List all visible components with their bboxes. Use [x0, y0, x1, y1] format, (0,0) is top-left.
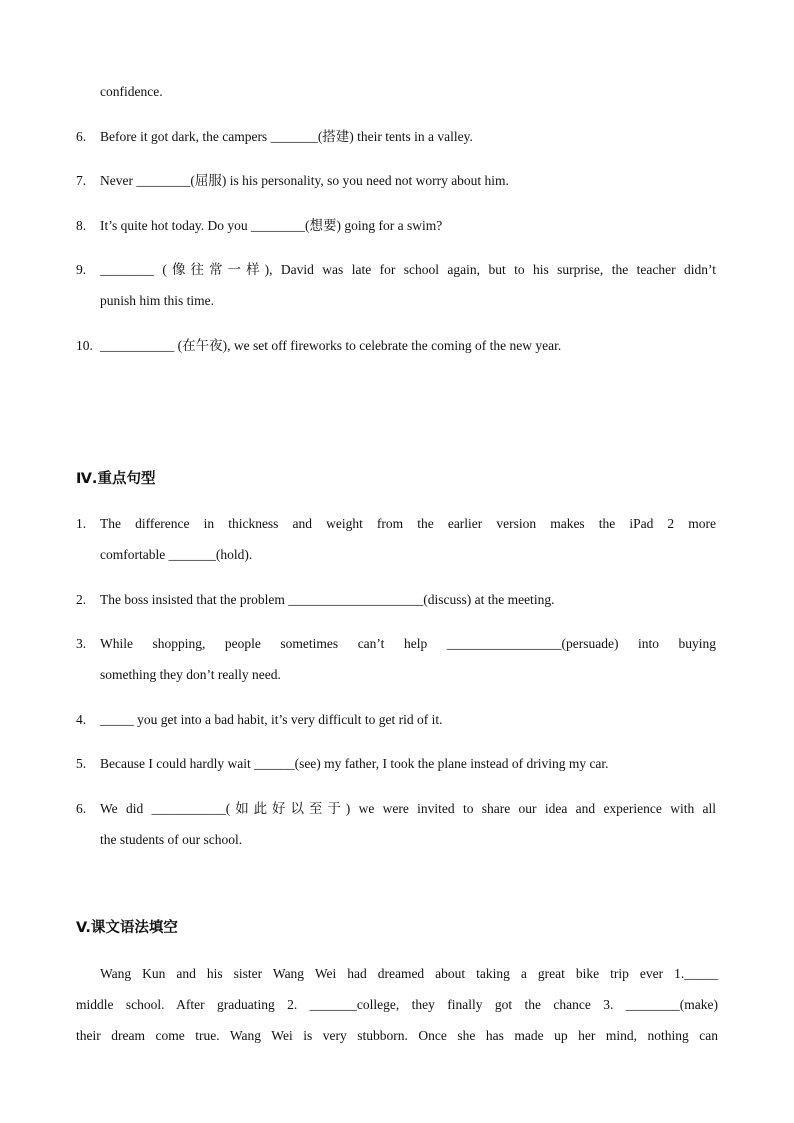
exercise-item-line1: ________ (像往常一样), David was late for school again, but to his surprise, the teacher didn’t	[100, 262, 716, 277]
item-number: 4.	[76, 712, 87, 727]
exercise-item-line1: While shopping, people sometimes can’t help _________________(persuade) into buying	[100, 636, 716, 651]
passage-line: middle school. After graduating 2. _______college, they finally got the chance 3. ________(make)	[76, 997, 718, 1012]
item-number: 2.	[76, 592, 87, 607]
item-number: 7.	[76, 173, 87, 188]
section-heading-5: V.课文语法填空	[76, 920, 178, 936]
exercise-item: It’s quite hot today. Do you ________(想要) going for a swim?	[100, 218, 443, 233]
item-number: 5.	[76, 756, 87, 771]
exercise-item-line1: We did ___________(如此好以至于) we were invited to share our idea and experience with all	[100, 801, 716, 816]
section-heading-4: Ⅳ.重点句型	[76, 471, 156, 487]
item-number: 10.	[76, 338, 93, 353]
exercise-item: _____ you get into a bad habit, it’s very difficult to get rid of it.	[100, 712, 443, 727]
item-number: 1.	[76, 516, 87, 531]
exercise-item: The boss insisted that the problem ____________________(discuss) at the meeting.	[100, 592, 555, 607]
exercise-item: Never ________(屈服) is his personality, so you need not worry about him.	[100, 173, 509, 188]
item-number: 8.	[76, 218, 87, 233]
item-number: 6.	[76, 801, 87, 816]
exercise-item-line2: punish him this time.	[100, 293, 215, 308]
exercise-item-line2: something they don’t really need.	[100, 667, 281, 682]
exercise-item-line2: the students of our school.	[100, 832, 243, 847]
passage-line: Wang Kun and his sister Wang Wei had dreamed about taking a great bike trip ever 1._____	[100, 966, 718, 981]
exercise-item: ___________ (在午夜), we set off fireworks to celebrate the coming of the new year.	[100, 338, 562, 353]
exercise-item: Because I could hardly wait ______(see) my father, I took the plane instead of driving my car.	[100, 756, 609, 771]
item-number: 6.	[76, 129, 87, 144]
exercise-item-line2: comfortable _______(hold).	[100, 547, 253, 562]
exercise-item: Before it got dark, the campers _______(搭建) their tents in a valley.	[100, 129, 473, 144]
item-number: 9.	[76, 262, 87, 277]
item-number: 3.	[76, 636, 87, 651]
carry-over-line: confidence.	[100, 84, 163, 99]
exercise-item-line1: The difference in thickness and weight from the earlier version makes the iPad 2 more	[100, 516, 716, 531]
passage-line: their dream come true. Wang Wei is very stubborn. Once she has made up her mind, nothing can	[76, 1028, 718, 1043]
